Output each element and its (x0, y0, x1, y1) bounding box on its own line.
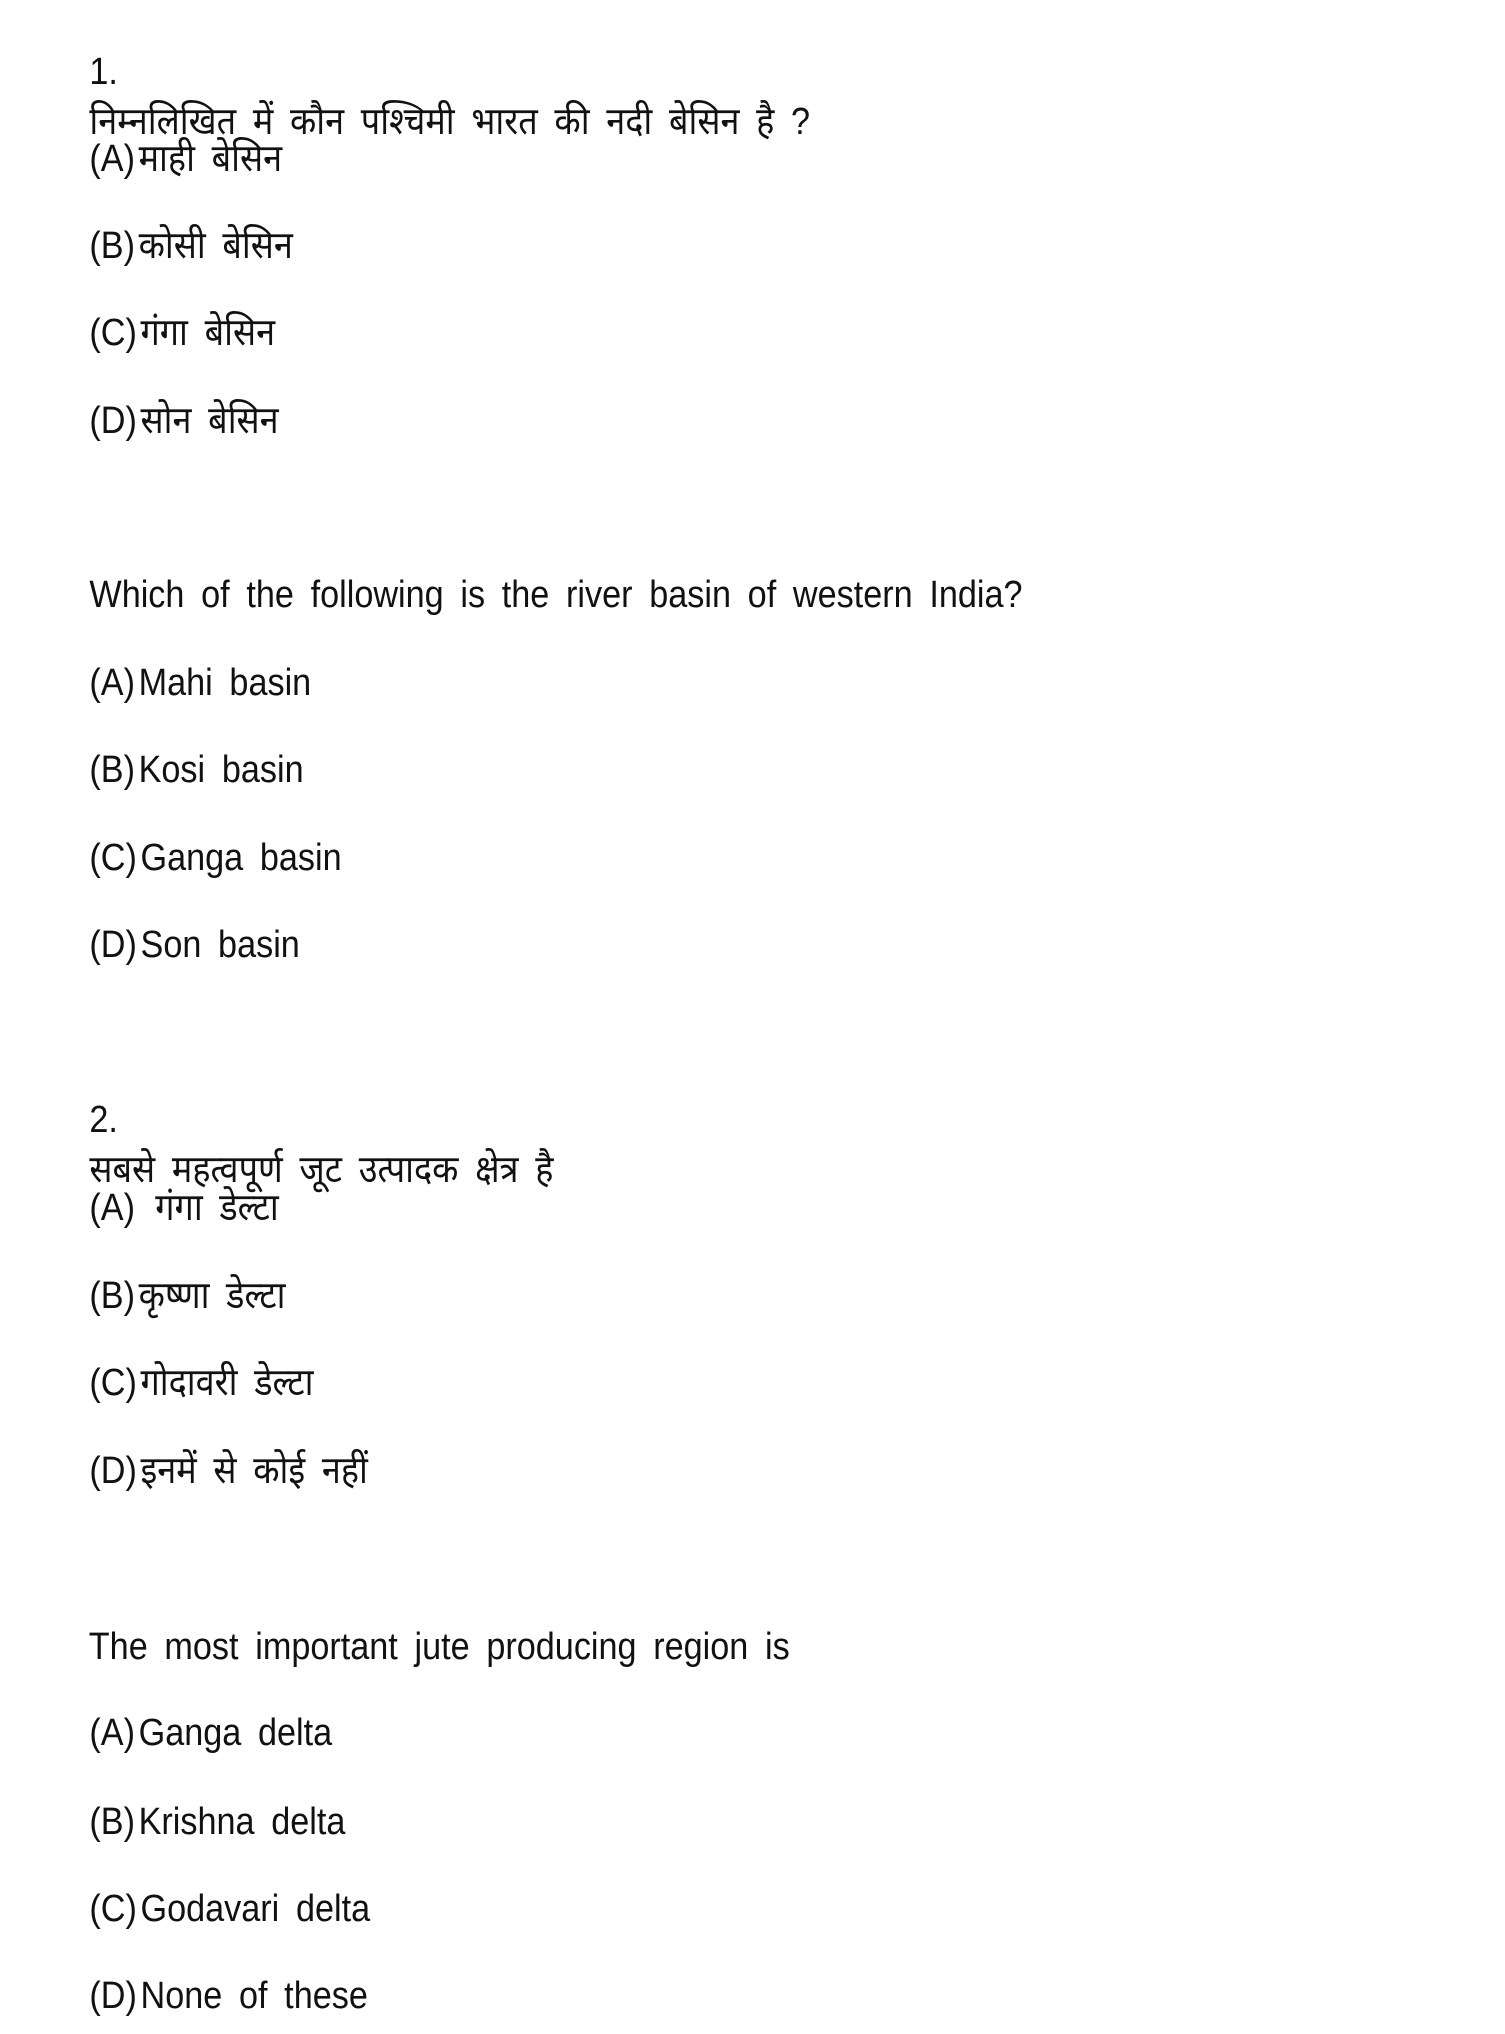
option-letter: (D) (89, 1975, 137, 2017)
option-text: Mahi basin (138, 662, 312, 704)
option-letter: (C) (89, 837, 137, 879)
question-1-hindi (56, 0, 811, 143)
option-letter: (B) (89, 1801, 136, 1843)
option-text: सोन बेसिन (140, 400, 279, 442)
option-c (56, 1834, 371, 1930)
option-text: कोसी बेसिन (138, 225, 293, 267)
option-a (56, 608, 312, 704)
question-number: 2. (89, 1099, 118, 1141)
option-text: कृष्णा डेल्टा (138, 1275, 286, 1317)
option-text: None of these (140, 1975, 368, 2017)
question-text: The most important jute producing region is (88, 1626, 790, 1668)
option-a (56, 84, 283, 180)
question-2-english (56, 1572, 790, 1668)
option-letter: (C) (89, 312, 137, 354)
option-text: Ganga delta (138, 1712, 333, 1754)
option-text: माही बेसिन (138, 138, 283, 180)
option-a (56, 1133, 279, 1229)
option-c (56, 258, 276, 354)
option-letter: (B) (89, 225, 136, 267)
option-text: गंगा बेसिन (140, 312, 276, 354)
question-text: निम्नलिखित में कौन पश्चिमी भारत की नदी बेसिन है ? (89, 101, 811, 143)
option-letter: (C) (89, 1888, 137, 1930)
option-letter: (B) (89, 1275, 136, 1317)
question-text: Which of the following is the river basin of western India? (89, 574, 1023, 616)
option-letter: (A) (89, 1712, 136, 1754)
option-letter: (D) (89, 924, 137, 966)
option-text: Kosi basin (138, 749, 304, 791)
option-letter: (D) (89, 1450, 137, 1492)
option-text: Ganga basin (140, 837, 342, 879)
option-text: गोदावरी डेल्टा (140, 1362, 314, 1404)
option-d (56, 1921, 368, 2017)
option-text: Godavari delta (140, 1888, 371, 1930)
option-c (56, 1308, 314, 1404)
question-text: सबसे महत्वपूर्ण जूट उत्पादक क्षेत्र है (89, 1149, 554, 1191)
option-a (56, 1658, 333, 1754)
option-c (56, 783, 342, 879)
option-text: Son basin (140, 924, 300, 966)
question-2-hindi (56, 1045, 554, 1191)
option-b (56, 171, 293, 267)
option-text: गंगा डेल्टा (138, 1187, 279, 1229)
option-letter: (C) (89, 1362, 137, 1404)
option-b (56, 1747, 346, 1843)
option-letter: (D) (89, 400, 137, 442)
option-letter: (B) (89, 749, 136, 791)
question-1-english (56, 520, 1023, 616)
option-d (56, 346, 279, 442)
option-b (56, 1221, 286, 1317)
question-number: 1. (89, 51, 118, 93)
option-text: Krishna delta (138, 1801, 346, 1843)
option-text: इनमें से कोई नहीं (140, 1450, 368, 1492)
option-d (56, 870, 300, 966)
option-d (56, 1396, 368, 1492)
option-letter: (A) (89, 138, 136, 180)
option-letter: (A) (89, 1187, 136, 1229)
option-b (56, 695, 304, 791)
option-letter: (A) (89, 662, 136, 704)
